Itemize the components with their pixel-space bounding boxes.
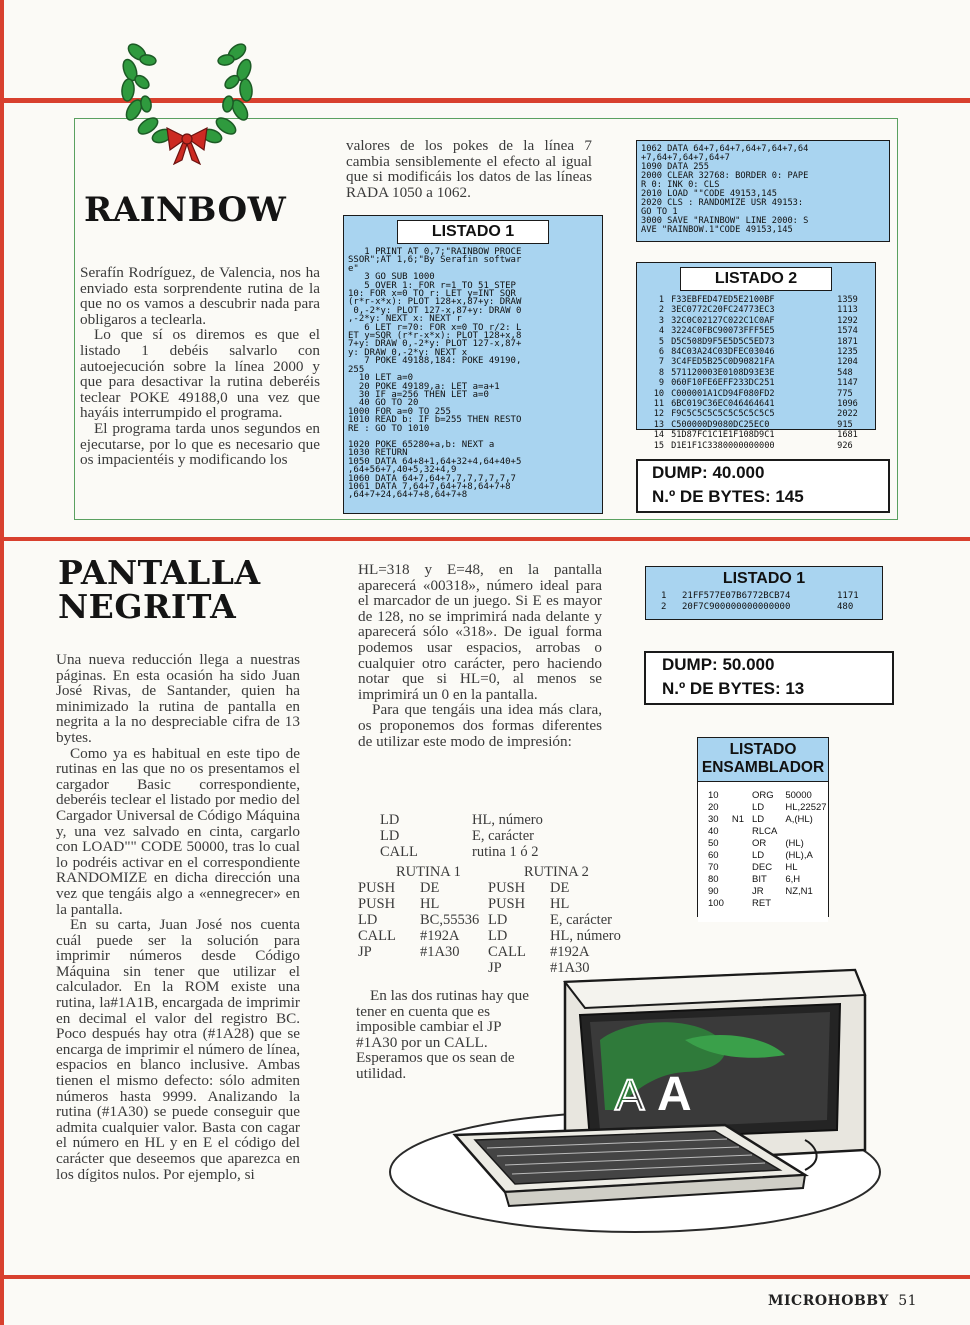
intro-arg: E, carácter xyxy=(472,828,534,844)
table-row xyxy=(643,441,875,451)
table-row xyxy=(358,880,488,896)
table-cell xyxy=(728,802,748,814)
table-row xyxy=(643,316,875,326)
ensamblador-table xyxy=(704,790,831,910)
table-cell: 50000 xyxy=(785,790,812,801)
table-cell: 70 xyxy=(708,862,719,873)
table-cell xyxy=(781,898,830,910)
rainbow-listado1-title: LISTADO 1 xyxy=(397,220,549,244)
table-row xyxy=(643,430,875,440)
table-cell: 21FF577E07B6772BCB74 xyxy=(682,591,791,601)
table-row xyxy=(643,347,875,357)
table-cell: HL,22527 xyxy=(785,802,827,813)
rainbow-title: RAINBOW xyxy=(84,190,287,230)
bottom-red-rule xyxy=(0,1275,970,1279)
intro-op: CALL xyxy=(380,844,418,860)
table-cell: JP xyxy=(358,944,372,960)
table-cell: 3224C0FBC90073FFF5E5 xyxy=(671,326,775,337)
table-cell: DE xyxy=(550,880,570,896)
table-row xyxy=(643,378,875,388)
table-row xyxy=(643,409,875,419)
table-cell: RLCA xyxy=(752,826,778,837)
table-cell: 775 xyxy=(837,388,853,399)
table-cell: 7 xyxy=(658,357,665,368)
table-cell xyxy=(728,790,748,802)
table-row xyxy=(643,368,875,378)
rainbow-listado1-code-cont: 1020 POKE 65280+a,b: NEXT a 1030 RETURN 1050 DATA 64+8+1,64+32+4,64+40+5 ,64+56+7,40+5,32+4,9 1060 DATA 64+7,64+7,7,7,7,7,7,7 1061 DATA 7,64+7,64+7+8,64+7+8 ,64+7+24,64+7+8,64+7+8 xyxy=(348,439,522,501)
pantalla-title-line2: NEGRITA xyxy=(58,587,237,626)
table-cell: 40 xyxy=(708,826,719,837)
table-row xyxy=(660,591,875,602)
table-row xyxy=(643,420,875,430)
table-cell: RET xyxy=(752,898,772,909)
pantalla-paragraph: Para que tengáis una idea más clara, os proponemos dos formas diferentes de utilizar este modo de impresión: xyxy=(358,701,602,750)
table-cell xyxy=(781,826,830,838)
table-cell: LD xyxy=(752,814,765,825)
table-cell: #1A30 xyxy=(550,960,590,976)
table-cell: #192A xyxy=(420,928,460,944)
table-row xyxy=(643,357,875,367)
table-cell: 9 xyxy=(658,378,665,389)
table-row xyxy=(488,944,630,960)
table-cell: HL, número xyxy=(550,928,621,944)
table-cell: 1 xyxy=(661,591,667,601)
table-cell: E, carácter xyxy=(550,912,612,928)
table-cell: (HL),A xyxy=(785,850,813,861)
table-cell: 1681 xyxy=(837,430,858,441)
intro-op: LD xyxy=(380,828,400,844)
table-row xyxy=(704,790,831,802)
ensamblador-listing-panel xyxy=(698,781,828,922)
table-cell xyxy=(728,850,748,862)
table-cell: 1574 xyxy=(837,326,858,337)
table-cell: PUSH xyxy=(358,896,396,912)
table-cell: 3 xyxy=(658,315,665,326)
laurel-wreath-icon xyxy=(112,30,262,165)
pantalla-title xyxy=(58,553,261,626)
rainbow-listado2-table xyxy=(643,295,875,451)
table-cell: 20 xyxy=(708,802,719,813)
rainbow-listado2-title: LISTADO 2 xyxy=(680,267,832,291)
table-cell: 80 xyxy=(708,874,719,885)
table-row xyxy=(704,886,831,898)
table-cell: 060F10FE6EFF233DC251 xyxy=(671,378,775,389)
rutina1-block xyxy=(358,864,488,960)
table-row xyxy=(488,880,630,896)
table-cell: 1204 xyxy=(837,357,858,368)
table-cell: 32C0C02127C022C1C0AF xyxy=(671,315,775,326)
table-cell: 10 xyxy=(708,790,719,801)
table-cell: 1871 xyxy=(837,336,858,347)
table-cell: 2022 xyxy=(837,409,858,420)
rainbow-col1-text xyxy=(80,265,320,468)
table-cell: 5 xyxy=(658,336,665,347)
mid-red-rule xyxy=(0,537,970,541)
table-cell: 2 xyxy=(658,305,665,316)
table-cell xyxy=(728,862,748,874)
rainbow-paragraph: Lo que sí os diremos es que el listado 1 debéis salvarlo con autoejecución sobre la línea 2000 y que para desactivar la rutina deberéis teclear POKE 49188,0 una vez que hayáis interrumpido el programa. xyxy=(80,326,320,422)
pantalla-listado1-box xyxy=(645,566,883,620)
table-cell: 548 xyxy=(837,367,853,378)
table-cell: F33EBFED47ED5E2100BF xyxy=(671,295,775,305)
pantalla-col1-text xyxy=(56,652,300,1182)
pantalla-col2-text xyxy=(358,562,602,749)
table-cell: 15 xyxy=(653,440,665,451)
table-cell: 915 xyxy=(837,419,853,430)
table-cell: #192A xyxy=(550,944,590,960)
table-row xyxy=(704,802,831,814)
table-cell: CALL xyxy=(358,928,396,944)
table-cell: C000001A1CD94F080FD2 xyxy=(671,388,775,399)
ensamblador-title-line2: ENSAMBLADOR xyxy=(701,759,825,776)
pantalla-dump-label: DUMP: 50.000 xyxy=(662,655,775,674)
table-cell: 1235 xyxy=(837,347,858,358)
table-cell xyxy=(728,838,748,850)
footer-magazine xyxy=(768,1293,917,1309)
table-cell: 1171 xyxy=(837,591,859,601)
pantalla-paragraph: Como ya es habitual en este tipo de rutinas en las que no os presentamos el cargador Basic correspondiente, deberéis teclear el listado por medio del Cargador Universal de Código Máquina y, una vez salvado en cinta, cargarlo con LOAD"" CODE 50000, tras lo cual lo podréis activar en el correspondiente RANDOMIZE en dicha dirección una vez que tengáis algo a «ennegrecer» en la pantalla. xyxy=(56,744,300,918)
table-cell: 14 xyxy=(653,430,665,441)
table-cell: 3C4FED5B25C0D90821FA xyxy=(671,357,775,368)
pantalla-title-line1: PANTALLA xyxy=(58,553,261,592)
table-row xyxy=(643,305,875,315)
intro-op: LD xyxy=(380,812,400,828)
rainbow-dump-box xyxy=(636,459,890,513)
table-row xyxy=(704,838,831,850)
pantalla-listado1-title: LISTADO 1 xyxy=(722,570,806,587)
table-row xyxy=(704,874,831,886)
footer-page-number: 51 xyxy=(898,1293,918,1309)
rutina1-table xyxy=(358,880,488,960)
left-red-margin xyxy=(0,0,4,1325)
table-row xyxy=(704,862,831,874)
table-cell: CALL xyxy=(488,944,526,960)
rainbow-listado2-box xyxy=(636,262,876,451)
computer-illustration xyxy=(385,960,895,1242)
table-cell: 51D87FC1C1E1F108D9C1 xyxy=(671,430,775,441)
table-cell: NZ,N1 xyxy=(785,886,813,897)
table-cell: JR xyxy=(752,886,764,897)
rainbow-listado1-box xyxy=(343,215,603,514)
pantalla-paragraph: HL=318 y E=48, en la pantalla aparecerá «00318», número ideal para el marcador de un juego. Si E es mayor de 128, no se imprimirá nada delante y aparecerá sólo «318». De igual forma podemos usar espacios, arrobas o cualquier otro carácter, pero haciendo notar que si HL=0, al menos se imprimirá un 0 en la pantalla. xyxy=(358,561,602,703)
ensamblador-box xyxy=(697,737,829,917)
table-cell: 6BC019C36EC046464641 xyxy=(671,399,775,410)
rainbow-listado1-code-end: 1062 DATA 64+7,64+7,64+7,64+7,64 +7,64+7,64+7,64+7 1090 DATA 255 2000 CLEAR 32768: BORDER 0: PAPE R 0: INK 0: CLS 2010 LOAD ""CODE 49153,145 2020 CLS : RANDOMIZE USR 49153: GO TO 1 3000 SAVE "RAINBOW" LINE 2000: S AVE "RAINBOW.1"CODE 49153,145 xyxy=(641,144,809,235)
table-cell: HL xyxy=(420,896,440,912)
table-cell: D1E1F1C3380000000000 xyxy=(671,440,775,451)
table-cell: 926 xyxy=(837,440,853,451)
table-cell: 50 xyxy=(708,838,719,849)
table-row xyxy=(488,928,630,944)
table-cell: C500000D9080DC25EC0 xyxy=(671,419,770,430)
table-cell: DEC xyxy=(752,862,773,873)
rainbow-listado1-code-box2 xyxy=(636,140,890,242)
table-cell xyxy=(728,874,748,886)
rutina1-title: RUTINA 1 xyxy=(396,864,461,880)
table-cell: LD xyxy=(488,928,508,944)
table-cell: LD xyxy=(488,912,508,928)
table-row xyxy=(358,896,488,912)
table-cell: D5C508D9F5E5D5C5ED73 xyxy=(671,336,775,347)
screen-letter-bold: A xyxy=(657,1068,692,1121)
table-cell: LD xyxy=(358,912,378,928)
screen-letter-outline: A xyxy=(615,1071,645,1120)
table-cell: 4 xyxy=(658,326,665,337)
table-cell xyxy=(728,886,748,898)
rutina2-title: RUTINA 2 xyxy=(524,864,589,880)
table-cell: 12 xyxy=(653,409,665,420)
table-cell: 571120003E0108D93E3E xyxy=(671,367,775,378)
table-cell: LD xyxy=(752,850,765,861)
table-row xyxy=(643,337,875,347)
table-row xyxy=(643,326,875,336)
table-cell: 1113 xyxy=(837,305,858,316)
table-row xyxy=(704,814,831,826)
table-cell: 1359 xyxy=(837,295,858,305)
rainbow-dump-label: DUMP: 40.000 xyxy=(652,463,765,482)
table-cell: 1 xyxy=(658,295,665,305)
table-row xyxy=(488,896,630,912)
table-cell: A,(HL) xyxy=(785,814,813,825)
table-cell: F9C5C5C5C5C5C5C5C5C5 xyxy=(671,409,775,420)
table-cell: 480 xyxy=(837,602,854,612)
rainbow-paragraph: El programa tarda unos segundos en ejecutarse, por lo que es necesario que os impacientéis y modificando los xyxy=(80,419,320,469)
table-row xyxy=(643,295,875,305)
pantalla-paragraph: Una nueva reducción llega a nuestras páginas. En esta ocasión ha sido Juan José Rivas, de Santander, quien ha minimizado la rutina de pantalla en negrita a la no despreciable cifra de 13 bytes. xyxy=(56,651,300,746)
pantalla-paragraph: En su carta, Juan José nos cuenta cuál puede ser la solución para imprimir números desde Código Máquina sin tener que utilizar el calculador. En la ROM existe una rutina, la#1A1B, encargada de imprimir en decimal el valor del registro BC. Poco después hay otra (#1A28) que se encarga de imprimir el número de línea, espacios en blanco inclusive. Ambas tienen el mismo defecto: sólo admiten números hasta 9999. Analizando la rutina (#1A30) se puede conseguir que admita cualquier valor. Basta con cagar el número en HL y en E el código del carácter que deseemos que aparezca en los dígitos nulos. Por ejemplo, si xyxy=(56,916,300,1183)
pantalla-bytes-label: N.º DE BYTES: 13 xyxy=(662,679,805,698)
table-cell: 90 xyxy=(708,886,719,897)
table-cell xyxy=(728,826,748,838)
table-row xyxy=(643,389,875,399)
table-cell: PUSH xyxy=(358,880,396,896)
table-cell xyxy=(728,898,748,910)
table-cell: ORG xyxy=(752,790,774,801)
table-cell: 100 xyxy=(708,898,724,909)
table-cell: 11 xyxy=(653,399,665,410)
table-cell: HL xyxy=(785,862,798,873)
table-cell: BIT xyxy=(752,874,767,885)
table-cell: #1A30 xyxy=(420,944,460,960)
intro-arg: rutina 1 ó 2 xyxy=(472,844,539,860)
table-row xyxy=(488,912,630,928)
table-row xyxy=(358,912,488,928)
table-row xyxy=(358,928,488,944)
pantalla-closing-text: En las dos rutinas hay que tener en cuenta que es imposible cambiar el JP #1A30 por un CALL. Esperamos que os sean de utilidad. xyxy=(356,987,530,1082)
table-cell: DE xyxy=(420,880,440,896)
intro-code-table xyxy=(380,812,543,860)
table-cell: 13 xyxy=(653,419,665,430)
table-row xyxy=(660,602,875,613)
table-cell: 6,H xyxy=(785,874,801,885)
intro-arg: HL, número xyxy=(472,812,543,828)
table-cell: 60 xyxy=(708,850,719,861)
table-cell: 10 xyxy=(653,388,665,399)
table-row xyxy=(643,399,875,409)
ensamblador-title xyxy=(698,738,828,777)
table-cell: 1292 xyxy=(837,315,858,326)
table-cell: 2 xyxy=(661,602,667,612)
table-cell: HL xyxy=(550,896,570,912)
pantalla-dump-box xyxy=(644,651,894,705)
table-row xyxy=(704,826,831,838)
table-cell: N1 xyxy=(731,814,745,825)
pantalla-listado1-table xyxy=(660,591,875,613)
table-cell: 30 xyxy=(708,814,719,825)
table-cell: JP xyxy=(488,960,502,976)
table-cell: PUSH xyxy=(488,880,526,896)
table-cell: LD xyxy=(752,802,765,813)
table-cell: OR xyxy=(752,838,767,849)
table-cell: 1147 xyxy=(837,378,858,389)
table-row xyxy=(358,944,488,960)
table-cell: 3EC0772C20FC24773EC3 xyxy=(671,305,775,316)
table-row xyxy=(704,898,831,910)
rainbow-paragraph: Serafín Rodríguez, de Valencia, nos ha enviado esta sorprendente rutina de la que no os vamos a descubrir nada para obligaros a teclearla. xyxy=(80,264,320,328)
rainbow-col2-text: valores de los pokes de la línea 7 cambia sensiblemente el efecto al igual que si modificáis los datos de las líneas RADA 1050 a 1062. xyxy=(346,137,592,201)
table-cell: 20F7C900000000000000 xyxy=(682,602,791,612)
table-cell: 6 xyxy=(658,347,665,358)
table-cell: 8 xyxy=(658,367,665,378)
ensamblador-title-line1: LISTADO xyxy=(729,741,797,758)
table-cell: BC,55536 xyxy=(420,912,480,928)
rainbow-listado1-code: 1 PRINT AT 0,7;"RAINBOW PROCE SSOR";AT 1,6;"By Serafin softwar e" 3 GO SUB 1000 5 OVER 1: FOR r=1 TO 51 STEP 10: FOR x=0 TO r: LET y=INT SQR (r*r-x*x): PLOT 128+x,87+y: DRAW 0,-2*y: PLOT 127-x,87+y: DRAW 0 ,-2*y: NEXT x: NEXT r 6 LET r=70: FOR x=0 TO r/2: L ET y=SQR (r*r-x*x): PLOT 128+x,8 7+y: DRAW 0,-2*y: PLOT 127-x,87+ y: DRAW 0,-2*y: NEXT x 7 POKE 49188,184: POKE 49190, 255 10 LET a=0 20 POKE 49189,a: LET a=a+1 30 IF a=256 THEN LET a=0 40 GO TO 20 1000 FOR a=0 TO 255 1010 READ b: IF b=255 THEN RESTO RE : GO TO 1010 xyxy=(348,247,522,434)
table-cell: (HL) xyxy=(785,838,804,849)
table-cell: 1096 xyxy=(837,399,858,410)
rainbow-bytes-label: N.º DE BYTES: 145 xyxy=(652,487,804,506)
table-cell: PUSH xyxy=(488,896,526,912)
table-cell: 84C03A24C03DFEC03046 xyxy=(671,347,775,358)
footer-magazine-name: MICROHOBBY xyxy=(768,1293,889,1309)
table-row xyxy=(704,850,831,862)
